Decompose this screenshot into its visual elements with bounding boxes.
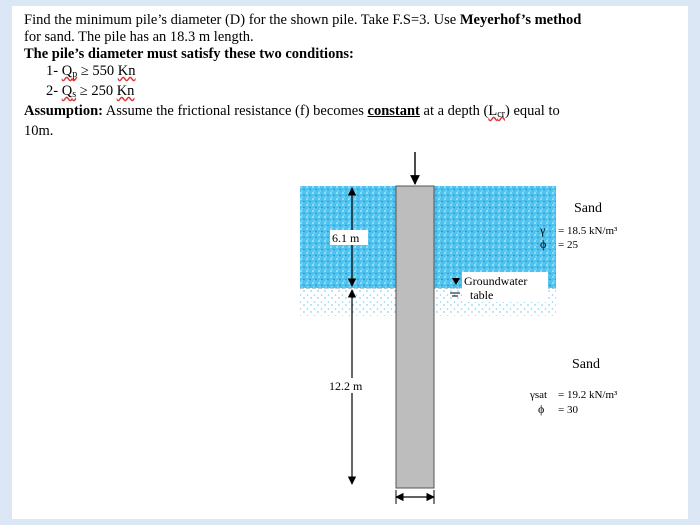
- assumption-keyword: constant: [367, 103, 420, 119]
- assumption-text: ) equal to: [504, 103, 560, 119]
- assumption-text: at a depth (: [419, 103, 489, 119]
- lower-depth-label: 12.2 m: [329, 379, 363, 393]
- lower-gamma-value: = 19.2 kN/m³: [558, 389, 618, 401]
- method-name: Meyerhof’s method: [459, 12, 582, 28]
- assumption-text: Assume the frictional resistance (f) becomes: [102, 103, 368, 119]
- critical-depth-symbol: $L_{cr}$: [488, 103, 505, 120]
- lower-gamma-symbol: γsat: [530, 389, 548, 401]
- upper-phi-symbol: ϕ: [540, 237, 547, 251]
- statement-text: Find the minimum pile’s diameter (D) for the shown pile. Take F.S=3. Use: [24, 12, 460, 28]
- condition-unit: Kn: [117, 63, 136, 79]
- assumption-line-2: 10m.: [24, 123, 54, 139]
- groundwater-label-line-1: Groundwater: [464, 274, 528, 288]
- upper-gamma-symbol: γ: [540, 223, 546, 237]
- problem-sheet: [12, 6, 688, 519]
- condition-symbol: $Q_s$: [61, 83, 77, 100]
- groundwater-label-line-2: table: [470, 288, 494, 302]
- condition-number: 1-: [46, 63, 59, 79]
- assumption-label: Assumption:: [24, 103, 103, 119]
- condition-unit: Kn: [116, 83, 135, 99]
- condition-relation: ≥ 550: [77, 63, 118, 79]
- condition-symbol: $Q_p$: [61, 63, 78, 80]
- upper-gamma-value: = 18.5 kN/m³: [558, 225, 618, 237]
- upper-soil-name: Sand: [574, 201, 602, 216]
- conditions-heading: The pile’s diameter must satisfy these two conditions:: [24, 46, 354, 62]
- upper-phi-value: = 25: [558, 239, 578, 251]
- upper-depth-label: 6.1 m: [332, 231, 360, 245]
- condition-relation: ≥ 250: [76, 83, 117, 99]
- pile-figure: [12, 6, 688, 519]
- lower-phi-value: = 30: [558, 404, 578, 416]
- lower-phi-symbol: ϕ: [538, 402, 545, 416]
- pile: [396, 186, 434, 488]
- statement-line-2: for sand. The pile has an 18.3 m length.: [24, 29, 254, 45]
- condition-number: 2-: [46, 83, 59, 99]
- lower-soil-name: Sand: [572, 357, 600, 372]
